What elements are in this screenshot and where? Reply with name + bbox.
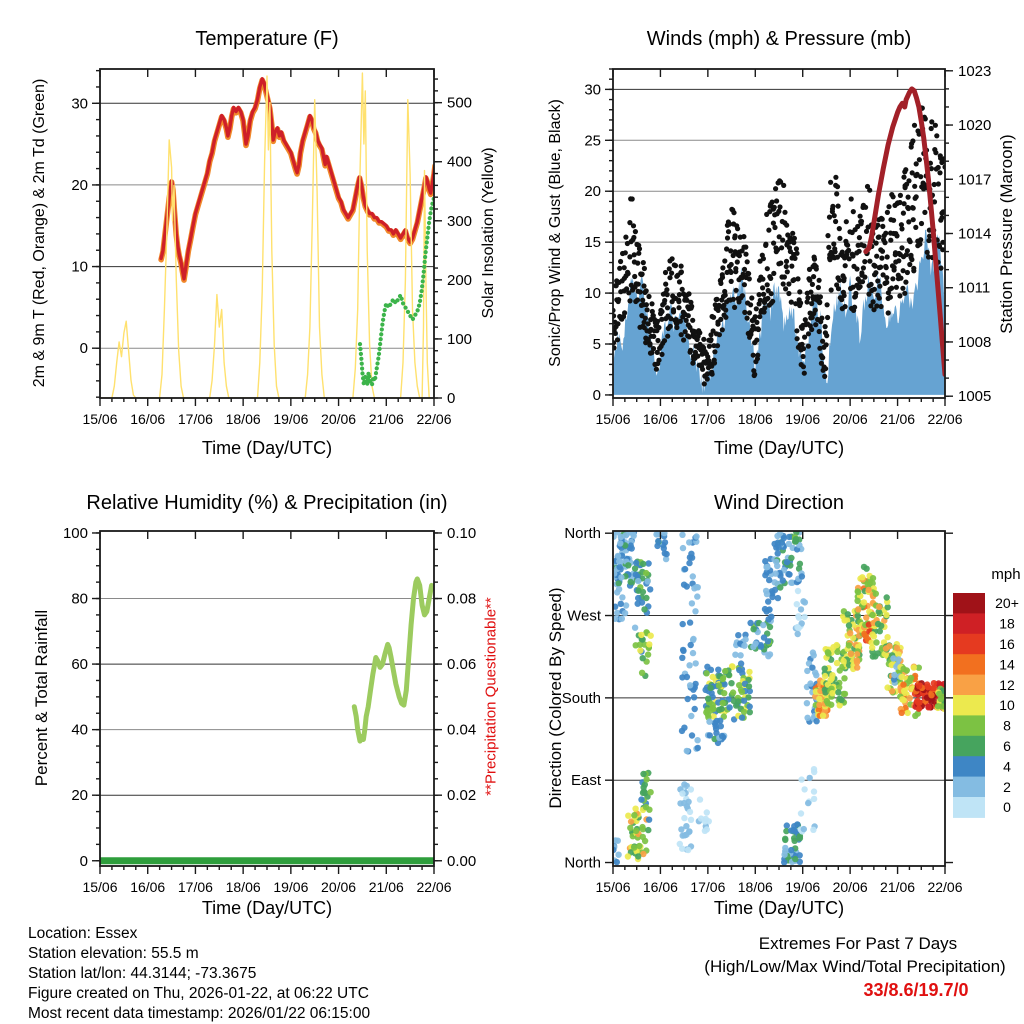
- tick-label: 22/06: [416, 411, 452, 427]
- humidity-precip-axes: [92, 531, 442, 874]
- colorbar-tick-label: 10: [999, 697, 1015, 714]
- station-location: Location: Essex: [28, 925, 138, 942]
- tick-label: 0.00: [447, 852, 477, 870]
- tick-label: 20/06: [832, 411, 868, 427]
- humidity-precip-plot: [63, 525, 476, 895]
- solar-right-axis-label: Solar Insolation (Yellow): [480, 147, 497, 319]
- tick-label: 20: [584, 183, 601, 201]
- tick-label: 18/06: [225, 879, 261, 895]
- colorbar-tick-label: 18: [999, 615, 1015, 632]
- temperature-left-axis-label: 2m & 9m T (Red, Orange) & 2m Td (Green): [31, 78, 48, 388]
- tick-label: 18/06: [225, 411, 261, 427]
- winds-pressure-plot: [584, 63, 991, 427]
- tick-label: 19/06: [273, 411, 309, 427]
- temp-2m-9m: [161, 79, 435, 280]
- tick-label: 0: [79, 852, 88, 870]
- tick-label: North: [564, 854, 601, 872]
- tick-label: 5: [592, 336, 601, 354]
- tick-label: 0.08: [447, 590, 477, 608]
- colorbar-tick-label: 4: [1003, 758, 1011, 775]
- extremes-subheading: (High/Low/Max Wind/Total Precipitation): [704, 957, 1006, 976]
- colorbar-tick-label: 8: [1003, 717, 1011, 734]
- tick-label: South: [561, 689, 601, 707]
- figure-created-timestamp: Figure created on Thu, 2026-01-22, at 06:22 UTC: [28, 985, 369, 1002]
- tick-label: 22/06: [416, 879, 452, 895]
- colorbar-tick-label: 20+: [995, 595, 1019, 612]
- wind-direction-plot: [562, 525, 963, 895]
- tick-label: 15/06: [82, 411, 118, 427]
- humidity-chart-title: Relative Humidity (%) & Precipitation (in): [86, 492, 448, 514]
- tick-label: 300: [447, 212, 473, 230]
- tick-label: 20/06: [321, 411, 357, 427]
- wind-direction-chart-title: Wind Direction: [713, 492, 845, 514]
- tick-label: 500: [447, 94, 473, 112]
- tick-label: 21/06: [368, 411, 404, 427]
- speed-colorbar: [953, 593, 1019, 818]
- tick-label: 18/06: [737, 879, 773, 895]
- tick-label: 21/06: [880, 879, 916, 895]
- tick-label: 0.04: [447, 721, 477, 739]
- extremes-value: 33/8.6/19.7/0: [863, 980, 969, 1000]
- winds-xaxis-label: Time (Day/UTC): [713, 438, 845, 458]
- tick-label: 1011: [958, 279, 991, 297]
- pressure-right-axis-label: Station Pressure (Maroon): [997, 134, 1016, 334]
- tick-label: 0: [447, 390, 456, 407]
- colorbar-tick-label: 6: [1003, 738, 1011, 754]
- tick-label: 17/06: [177, 411, 213, 427]
- precip-questionable-label: **Precipitation Questionable**: [482, 597, 500, 796]
- tick-label: 21/06: [880, 411, 916, 427]
- tick-label: 30: [71, 95, 88, 113]
- tick-label: 1020: [958, 117, 992, 135]
- tick-label: 17/06: [690, 879, 726, 895]
- temperature-axes: [92, 69, 442, 406]
- tick-label: 17/06: [690, 411, 726, 427]
- tick-label: 60: [71, 656, 88, 674]
- temperature-xaxis-label: Time (Day/UTC): [201, 438, 333, 458]
- tick-label: 22/06: [927, 879, 963, 895]
- colorbar-tick-label: 2: [1003, 778, 1011, 795]
- temperature-chart-title: Temperature (F): [195, 28, 339, 50]
- tick-label: 16/06: [642, 879, 678, 895]
- tick-label: 0: [592, 386, 601, 404]
- humidity-left-axis-label: Percent & Total Rainfall: [32, 609, 51, 787]
- tick-label: 40: [71, 721, 88, 739]
- tick-label: 15/06: [82, 879, 118, 895]
- colorbar-tick-label: 14: [999, 656, 1015, 673]
- extremes-heading: Extremes For Past 7 Days: [758, 934, 958, 953]
- tick-label: 0: [79, 340, 88, 358]
- tick-label: 10: [584, 285, 601, 303]
- tick-label: 19/06: [785, 411, 821, 427]
- winds-chart-title: Winds (mph) & Pressure (mb): [646, 28, 912, 50]
- tick-label: 0.10: [447, 524, 477, 542]
- wind-direction-xaxis-label: Time (Day/UTC): [713, 898, 845, 918]
- tick-label: 16/06: [130, 411, 166, 427]
- tick-label: 0.06: [447, 656, 477, 674]
- tick-label: 1014: [958, 225, 992, 243]
- tick-label: 15/06: [595, 879, 631, 895]
- station-elevation: Station elevation: 55.5 m: [28, 945, 199, 962]
- tick-label: 16/06: [642, 411, 678, 427]
- colorbar-title: mph: [991, 566, 1021, 583]
- colorbar-tick-label: 12: [999, 676, 1015, 693]
- tick-label: 100: [447, 330, 473, 348]
- tick-label: 25: [584, 132, 601, 150]
- tick-label: 1008: [958, 333, 992, 351]
- direction-dots: [610, 529, 948, 865]
- tick-label: 0.02: [447, 787, 477, 805]
- tick-label: 15: [584, 234, 601, 252]
- colorbar-tick-label: 16: [999, 636, 1015, 652]
- tick-label: 15/06: [595, 411, 631, 427]
- tick-label: 1023: [958, 62, 992, 80]
- tick-label: 20/06: [832, 879, 868, 895]
- tick-label: 10: [71, 258, 88, 276]
- most-recent-data-timestamp: Most recent data timestamp: 2026/01/22 06:15:00: [28, 1005, 371, 1022]
- tick-label: East: [570, 772, 601, 790]
- tick-label: 20: [71, 787, 88, 805]
- colorbar-tick-label: 0: [1003, 799, 1011, 816]
- tick-label: 19/06: [785, 879, 821, 895]
- tick-label: 21/06: [368, 879, 404, 895]
- tick-label: 100: [62, 524, 88, 542]
- tick-label: West: [567, 607, 601, 625]
- tick-label: 80: [71, 590, 88, 608]
- temperature-plot: [71, 69, 472, 427]
- station-latlon: Station lat/lon: 44.3144; -73.3675: [28, 965, 257, 982]
- tick-label: 17/06: [177, 879, 213, 895]
- station-info-block: [28, 924, 370, 1024]
- direction-left-axis-label: Direction (Colored By Speed): [546, 587, 565, 809]
- tick-label: 22/06: [927, 411, 963, 427]
- tick-label: 20/06: [321, 879, 357, 895]
- tick-label: 18/06: [737, 411, 773, 427]
- humidity-xaxis-label: Time (Day/UTC): [201, 898, 333, 918]
- wind-left-axis-label: Sonic/Prop Wind & Gust (Blue, Black): [547, 99, 564, 367]
- tick-label: 1017: [958, 171, 992, 189]
- tick-label: 16/06: [130, 879, 166, 895]
- tick-label: 1005: [958, 388, 992, 406]
- tick-label: 20: [71, 176, 88, 194]
- tick-label: 19/06: [273, 879, 309, 895]
- tick-label: North: [564, 525, 601, 543]
- tick-label: 400: [447, 153, 473, 171]
- tick-label: 200: [447, 271, 473, 289]
- tick-label: 30: [584, 81, 601, 99]
- relative-humidity: [354, 579, 434, 741]
